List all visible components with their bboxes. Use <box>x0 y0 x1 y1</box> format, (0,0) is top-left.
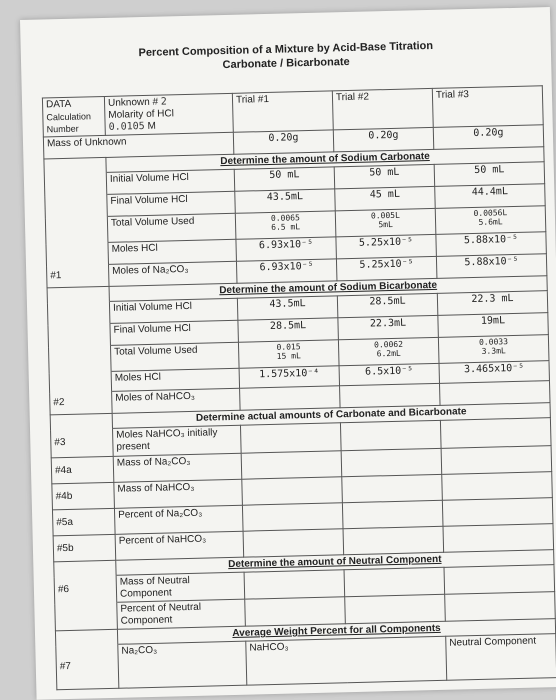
worksheet-page <box>20 7 556 700</box>
row-label: Initial Volume HCl <box>106 169 234 194</box>
trial-2-header: Trial #2 <box>332 88 433 129</box>
bicarbonate-total-t3: 0.0033 3.3mL <box>438 335 549 364</box>
row-number-4b: #4b <box>52 482 115 510</box>
bicarbonate-total-t2: 0.0062 6.2mL <box>338 337 439 365</box>
row-number-3: #3 <box>51 428 114 458</box>
carbonate-initial-t3: 50 mL <box>434 162 545 187</box>
bicarbonate-initial-t2: 28.5mL <box>337 293 438 317</box>
row-number-6: #6 <box>54 575 117 604</box>
average-na2co3-label: Na₂CO₃ <box>118 641 247 688</box>
row-label: Mass of NaHCO₃ <box>114 479 243 508</box>
section-sodium-bicarbonate: Determine the amount of Sodium Bicarbonate <box>109 276 547 302</box>
molarity-unit: M <box>147 120 157 132</box>
bicarbonate-moles-hcl-t1: 1.575x10⁻⁴ <box>239 366 339 388</box>
trial-1-header: Trial #1 <box>232 91 333 132</box>
carbonate-final-t3: 44.4mL <box>435 184 546 209</box>
row-label: Moles of NaHCO₃ <box>112 388 240 413</box>
section-sodium-carbonate: Determine the amount of Sodium Carbonate <box>106 147 544 173</box>
bicarbonate-total-t1: 0.015 15 mL <box>238 340 339 368</box>
carbonate-moles-hcl-t3: 5.88x10⁻⁵ <box>436 232 547 257</box>
data-table <box>42 85 556 690</box>
carbonate-total-t3: 0.0056L 5.6mL <box>435 206 546 235</box>
row-label: Percent of NaHCO₃ <box>115 531 244 560</box>
average-nahco3-label: NaHCO₃ <box>246 636 447 685</box>
number-label: Number <box>46 123 79 135</box>
data-header-cell <box>42 96 105 137</box>
row-label: Moles NaHCO₃ initially present <box>113 425 242 456</box>
row-label: Total Volume Used <box>110 342 239 371</box>
carbonate-moles-hcl-t1: 6.93x10⁻⁵ <box>236 237 337 261</box>
carbonate-initial-t1: 50 mL <box>234 167 335 191</box>
trial-3-header: Trial #3 <box>432 86 543 128</box>
bicarbonate-moles-hcl-t2: 6.5x10⁻⁵ <box>339 363 439 385</box>
row-label: Total Volume Used <box>107 213 236 242</box>
mass-unknown-t1: 0.20g <box>233 130 334 154</box>
bicarbonate-final-t3: 19mL <box>438 313 549 338</box>
row-label: Percent of Neutral Component <box>117 599 246 629</box>
worksheet-subtitle: Carbonate / Bicarbonate <box>222 55 350 72</box>
row-label: Moles HCl <box>108 239 236 264</box>
molarity-value: 0.0105 <box>108 120 145 133</box>
carbonate-total-t1: 0.0065 6.5 mL <box>235 211 336 239</box>
carbonate-final-t2: 45 mL <box>335 186 436 210</box>
calculation-label: Calculation <box>46 111 92 123</box>
section-actual-amounts: Determine actual amounts of Carbonate and Bicarbonate <box>112 403 550 429</box>
carbonate-moles-hcl-t2: 5.25x10⁻⁵ <box>336 234 437 258</box>
data-label: DATA <box>45 98 72 111</box>
row-label: Mass of Na₂CO₃ <box>113 453 242 482</box>
mass-unknown-label: Mass of Unknown <box>43 132 233 159</box>
bicarbonate-initial-t1: 43.5mL <box>237 296 338 320</box>
bicarbonate-final-t2: 22.3mL <box>338 315 439 339</box>
bicarbonate-initial-t3: 22.3 mL <box>437 291 548 316</box>
bicarbonate-moles-hcl-t3: 3.465x10⁻⁵ <box>439 361 549 384</box>
carbonate-moles-na2co3-t1: 6.93x10⁻⁵ <box>236 259 337 283</box>
row-label: Moles of Na₂CO₃ <box>108 261 236 286</box>
unknown-cell <box>104 93 233 135</box>
row-label: Percent of Na₂CO₃ <box>114 505 243 534</box>
mass-unknown-t3: 0.20g <box>433 125 544 150</box>
row-label: Final Volume HCl <box>110 320 238 345</box>
row-number-4a: #4a <box>51 456 114 484</box>
bicarbonate-final-t1: 28.5mL <box>238 318 339 342</box>
row-number-5b: #5b <box>53 534 116 562</box>
row-label: Initial Volume HCl <box>109 298 237 323</box>
unknown-value: 2 <box>160 96 168 108</box>
molarity-label: Molarity of HCl <box>108 108 175 121</box>
worksheet-title: Percent Composition of a Mixture by Acid-Base Titration <box>138 39 434 60</box>
carbonate-moles-na2co3-t2: 5.25x10⁻⁵ <box>336 256 437 280</box>
carbonate-initial-t2: 50 mL <box>334 164 435 188</box>
average-neutral-label: Neutral Component <box>446 634 556 681</box>
row-label: Final Volume HCl <box>107 191 235 216</box>
section-neutral-component: Determine the amount of Neutral Component <box>116 550 554 576</box>
carbonate-total-t2: 0.005L 5mL <box>335 208 436 236</box>
carbonate-moles-na2co3-t3: 5.88x10⁻⁵ <box>436 254 547 279</box>
carbonate-final-t1: 43.5mL <box>235 189 336 213</box>
section-average-weight: Average Weight Percent for all Components <box>117 619 555 645</box>
unknown-label: Unknown # <box>107 96 159 109</box>
row-number-7: #7 <box>56 644 119 690</box>
row-number-5a: #5a <box>52 508 115 536</box>
row-label: Moles HCl <box>111 368 239 391</box>
row-number-2: #2 <box>50 391 113 415</box>
mass-unknown-t2: 0.20g <box>333 127 434 151</box>
row-number-1: #1 <box>47 264 110 288</box>
row-label: Mass of Neutral Component <box>116 572 245 602</box>
